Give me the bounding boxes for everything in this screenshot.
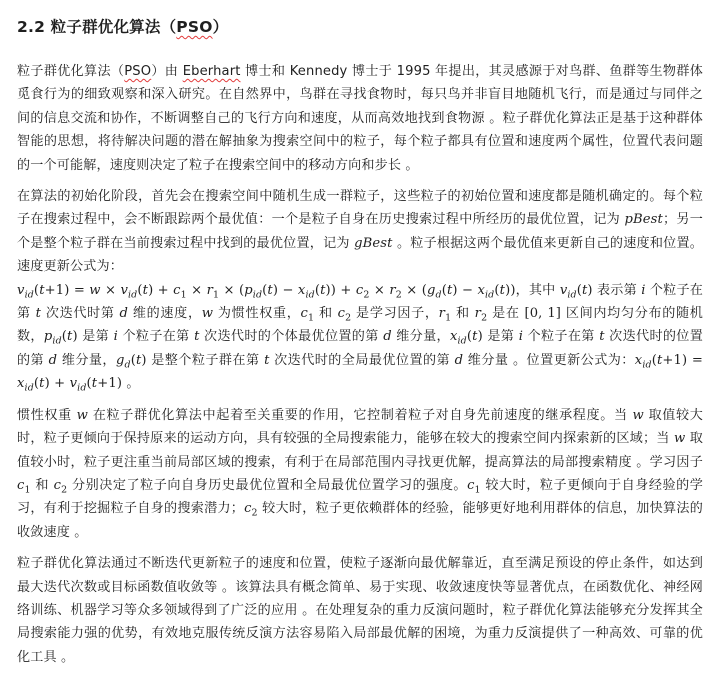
spellcheck-word: Eberhart: [182, 64, 241, 79]
math-range: [0, 1]: [524, 306, 562, 322]
spellcheck-word: PSO: [124, 64, 152, 79]
math-pbest: pBest: [624, 212, 663, 228]
position-formula: $x_{id}(t+1) = x_{id}(t) + v_{id}(t+1)$: [17, 352, 703, 394]
paragraph-parameters: 惯性权重 w 在粒子群优化算法中起着至关重要的作用，它控制着粒子对自身先前速度的继承程度。当 w 取值较大时，粒子更倾向于保持原来的运动方向，具有较强的全局搜索能力，能够在较大的搜索空间内探索新的区域；当 w 取值较小时，粒子更注重当前局部区域的搜索，有利于在局部范围内寻找更优解，提高算法的局部搜索精度 。学习因子 $c_1$ 和 $c_2$ 分别决定了粒子向自身历史最优位置和全局最优位置学习的强度。$c_1$ 较大时，粒子更倾向于自身经验的学习，有利于挖掘粒子自身的搜索潜力；$c_2$ 较大时，粒子更依赖群体的经验，能够更好地利用群体的信息，加快算法的收敛速度 。: [17, 407, 703, 540]
math-gbest: gBest: [354, 235, 393, 251]
spellcheck-word: PSO: [176, 18, 213, 36]
paragraph-algorithm: 在算法的初始化阶段，首先会在搜索空间中随机生成一群粒子，这些粒子的初始位置和速度都是随机确定的。每个粒子在搜索过程中，会不断跟踪两个最优值：一个是粒子自身在历史搜索过程中所经历的最优位置，记为 pBest；另一个是整个粒子群在当前搜索过程中找到的最优位置，记为 gBest 。粒子根据这两个最优值来更新自己的速度和位置。速度更新公式为： $v_{id}(t+1) = w \times v_{id}(t) + c_1 \times r_1 \times (p_{id}(t) - x_{id}(t)) + c_2 \times r_2 \times (g_d(t) - x_{id}(t))$，其中 $v_{id}(t)$ 表示第 i 个粒子在第 t 次迭代时第 d 维的速度，w 为惯性权重，$c_1$ 和 $c_2$ 是学习因子，$r_1$ 和 $r_2$ 是在 [0, 1] 区间内均匀分布的随机数，$p_{id}(t)$ 是第 i 个粒子在第 t 次迭代时的个体最优位置的第 d 维分量，$x_{id}(t)$ 是第 i 个粒子在第 t 次迭代时的位置的第 d 维分量，$g_d(t)$ 是整个粒子群在第 t 次迭代时的全局最优位置的第 d 维分量 。位置更新公式为：$x_{id}(t+1) = x_{id}(t) + v_{id}(t+1)$ 。: [17, 189, 704, 394]
section-heading: 2.2 粒子群优化算法（PSO）: [17, 18, 229, 36]
paragraph-conclusion: 粒子群优化算法通过不断迭代更新粒子的速度和位置，使粒子逐渐向最优解靠近，直至满足预设的停止条件，如达到最大迭代次数或目标函数值收敛等 。该算法具有概念简单、易于实现、收敛速度快等显著优点，在函数优化、神经网络训练、机器学习等众多领域得到了广泛的应用 。在处理复杂的重力反演问题时，粒子群优化算法能够充分发挥其全局搜索能力强的优势，有效地克服传统反演方法容易陷入局部最优解的困境，为重力反演提供了一种高效、可靠的优化工具 。: [17, 556, 703, 665]
paragraph-intro: 粒子群优化算法（PSO）由 Eberhart 博士和 Kennedy 博士于 1995 年提出，其灵感源于对鸟群、鱼群等生物群体觅食行为的细致观察和深入研究。在自然界中，鸟群在寻找食物时，每只鸟并非盲目地随机飞行，而是通过与同伴之间的信息交流和协作，不断调整自己的飞行方向和速度，从而高效地找到食物源 。粒子群优化算法正是基于这种群体智能的思想，将待解决问题的潜在解抽象为搜索空间中的粒子，每个粒子都具有位置和速度两个属性，位置代表问题的一个可能解，速度则决定了粒子在搜索空间中的移动方向和步长 。: [17, 64, 703, 173]
section-number: 2.2: [17, 18, 46, 36]
velocity-formula: $v_{id}(t+1) = w \times v_{id}(t) + c_1 \times r_1 \times (p_{id}(t) - x_{id}(t)) + c_2 \times r_2 \times (g_d(t) - x_{id}(t))$: [17, 282, 516, 301]
